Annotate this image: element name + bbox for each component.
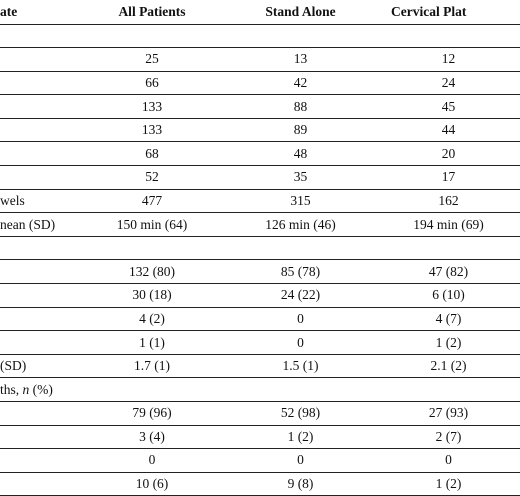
cell-cervical-plate: 162 bbox=[377, 189, 520, 213]
row-label bbox=[0, 402, 80, 426]
cell-cervical-plate: 2.1 (2) bbox=[377, 354, 520, 378]
cell-cervical-plate: 20 bbox=[377, 142, 520, 166]
row-label bbox=[0, 449, 80, 473]
cell-cervical-plate: 17 bbox=[377, 166, 520, 190]
row-label-text: (SD) bbox=[0, 358, 27, 374]
cell-all-patients: 3 (4) bbox=[80, 425, 224, 449]
cell-all-patients bbox=[80, 24, 224, 48]
cell-stand-alone: 0 bbox=[224, 307, 377, 331]
cell-all-patients: 25 bbox=[80, 48, 224, 72]
table-row bbox=[0, 331, 520, 355]
table-row bbox=[0, 284, 520, 308]
header-row bbox=[0, 0, 520, 24]
cell-stand-alone: 0 bbox=[224, 449, 377, 473]
row-label-text: ths, n (%) bbox=[0, 381, 53, 397]
cell-all-patients: 133 bbox=[80, 95, 224, 119]
table-row bbox=[0, 402, 520, 426]
cell-all-patients: 79 (96) bbox=[80, 402, 224, 426]
table-row bbox=[0, 48, 520, 72]
row-label bbox=[0, 260, 80, 284]
cell-all-patients: 133 bbox=[80, 118, 224, 142]
cell-cervical-plate: 24 bbox=[377, 71, 520, 95]
row-label-text: nean (SD) bbox=[0, 216, 56, 232]
table-row bbox=[0, 71, 520, 95]
cell-cervical-plate: 47 (82) bbox=[377, 260, 520, 284]
table-row bbox=[0, 213, 520, 237]
cell-cervical-plate: 1 (2) bbox=[377, 331, 520, 355]
header-col0: ate bbox=[0, 0, 80, 24]
row-label bbox=[0, 71, 80, 95]
cell-stand-alone: 1.5 (1) bbox=[224, 354, 377, 378]
cell-cervical-plate: 27 (93) bbox=[377, 402, 520, 426]
cell-all-patients: 52 bbox=[80, 166, 224, 190]
cell-stand-alone: 42 bbox=[224, 71, 377, 95]
cell-cervical-plate bbox=[377, 236, 520, 260]
row-label bbox=[0, 236, 80, 260]
header-stand-alone: Stand Alone bbox=[224, 0, 377, 24]
cell-stand-alone: 0 bbox=[224, 331, 377, 355]
cell-all-patients: 10 (6) bbox=[80, 472, 224, 496]
row-label bbox=[0, 142, 80, 166]
table-row bbox=[0, 142, 520, 166]
table-row bbox=[0, 354, 520, 378]
section-row bbox=[0, 378, 520, 402]
row-label bbox=[0, 425, 80, 449]
table-row bbox=[0, 425, 520, 449]
table-row bbox=[0, 449, 520, 473]
cell-cervical-plate bbox=[377, 378, 520, 402]
table-row bbox=[0, 472, 520, 496]
cell-stand-alone bbox=[224, 24, 377, 48]
row-label bbox=[0, 24, 80, 48]
cell-stand-alone bbox=[224, 378, 377, 402]
cell-stand-alone: 48 bbox=[224, 142, 377, 166]
cell-all-patients: 132 (80) bbox=[80, 260, 224, 284]
cell-cervical-plate: 45 bbox=[377, 95, 520, 119]
cell-stand-alone bbox=[224, 236, 377, 260]
cell-all-patients: 150 min (64) bbox=[80, 213, 224, 237]
table-row bbox=[0, 189, 520, 213]
cell-stand-alone: 126 min (46) bbox=[224, 213, 377, 237]
table-body bbox=[0, 24, 520, 496]
cell-all-patients: 1 (1) bbox=[80, 331, 224, 355]
section-row bbox=[0, 236, 520, 260]
cell-stand-alone: 35 bbox=[224, 166, 377, 190]
cell-all-patients: 68 bbox=[80, 142, 224, 166]
cell-stand-alone: 85 (78) bbox=[224, 260, 377, 284]
row-label bbox=[0, 95, 80, 119]
cell-cervical-plate: 12 bbox=[377, 48, 520, 72]
cell-stand-alone: 52 (98) bbox=[224, 402, 377, 426]
row-label bbox=[0, 331, 80, 355]
cell-all-patients: 66 bbox=[80, 71, 224, 95]
section-row bbox=[0, 24, 520, 48]
table-row bbox=[0, 95, 520, 119]
header-all-patients: All Patients bbox=[80, 0, 224, 24]
cell-stand-alone: 9 (8) bbox=[224, 472, 377, 496]
row-label bbox=[0, 166, 80, 190]
row-label bbox=[0, 213, 80, 237]
cell-all-patients: 4 (2) bbox=[80, 307, 224, 331]
cell-cervical-plate bbox=[377, 24, 520, 48]
table-row bbox=[0, 118, 520, 142]
table-row bbox=[0, 166, 520, 190]
cell-stand-alone: 24 (22) bbox=[224, 284, 377, 308]
cell-all-patients: 477 bbox=[80, 189, 224, 213]
row-label-text: wels bbox=[0, 192, 25, 208]
cell-all-patients bbox=[80, 378, 224, 402]
cell-cervical-plate: 4 (7) bbox=[377, 307, 520, 331]
row-label bbox=[0, 118, 80, 142]
cell-stand-alone: 1 (2) bbox=[224, 425, 377, 449]
row-label bbox=[0, 354, 80, 378]
cell-all-patients: 1.7 (1) bbox=[80, 354, 224, 378]
cell-cervical-plate: 0 bbox=[377, 449, 520, 473]
table-row bbox=[0, 307, 520, 331]
cell-stand-alone: 89 bbox=[224, 118, 377, 142]
cell-cervical-plate: 6 (10) bbox=[377, 284, 520, 308]
row-label bbox=[0, 472, 80, 496]
row-label bbox=[0, 48, 80, 72]
cell-cervical-plate: 1 (2) bbox=[377, 472, 520, 496]
row-label bbox=[0, 307, 80, 331]
cell-stand-alone: 13 bbox=[224, 48, 377, 72]
cell-all-patients: 30 (18) bbox=[80, 284, 224, 308]
cell-cervical-plate: 44 bbox=[377, 118, 520, 142]
row-label bbox=[0, 378, 80, 402]
row-label bbox=[0, 189, 80, 213]
header-cervical-plate: Cervical Plat bbox=[377, 0, 520, 24]
cell-cervical-plate: 2 (7) bbox=[377, 425, 520, 449]
table-row bbox=[0, 260, 520, 284]
cell-all-patients bbox=[80, 236, 224, 260]
cell-cervical-plate: 194 min (69) bbox=[377, 213, 520, 237]
cell-stand-alone: 315 bbox=[224, 189, 377, 213]
row-label bbox=[0, 284, 80, 308]
cell-stand-alone: 88 bbox=[224, 95, 377, 119]
cell-all-patients: 0 bbox=[80, 449, 224, 473]
